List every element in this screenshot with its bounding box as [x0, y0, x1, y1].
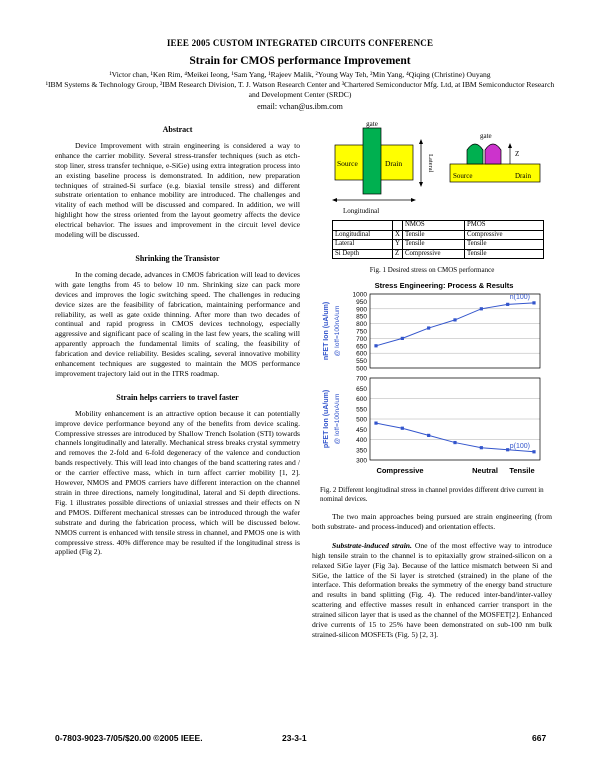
pfet-y-axis-label: pFET Ion (uA/um) — [323, 389, 330, 449]
nfet-data-point — [427, 326, 430, 329]
nfet-data-point — [401, 337, 404, 340]
pfet-y-tick-label: 300 — [356, 457, 367, 465]
contact-email: email: vchan@us.ibm.com — [257, 102, 343, 111]
x-category-label: Neutral — [472, 466, 498, 475]
table-header-pmos: PMOS — [465, 221, 544, 231]
abstract-text: Device Improvement with strain engineering is considered a way to enhance the carrier mobility. Several stress-transfer techniques (such as etch-stop liner, stress transfer technique, e-SiGe) using extra integration process into an existing baseline process is demonstrated. In addition, new preparation techniques of strained-Si surface (e.g. biaxial tensile stress) and different substrate orientation to enhance mobility are introduced. The challenges and vitality of each method will be discussed and compared. In addition, we will highlight how the stress oriented from the layout geometry affects the device electrical behavior. The issues and improvement in the circuit level device modeling will be discussed. — [55, 140, 300, 240]
nfet-y-tick-label: 550 — [356, 358, 367, 366]
fig1-lateral-label: Lateral — [427, 154, 434, 173]
chart-title: Stress Engineering: Process & Results — [374, 281, 514, 290]
longitudinal-arrow-head-right — [411, 198, 416, 202]
section-heading-shrinking: Shrinking the Transistor — [135, 253, 220, 263]
nfet-data-point — [532, 301, 535, 304]
abstract-heading: Abstract — [162, 125, 193, 134]
nfet-y-tick-label: 800 — [356, 321, 367, 329]
footer-paper-id: 23-3-1 — [282, 733, 307, 743]
pfet-y-tick-label: 650 — [356, 385, 367, 393]
nfet-series-label: n(100) — [509, 293, 530, 301]
section-text-strain: Mobility enhancement is an attractive option because it can potentially improve device performance beyond any of the benefits from device scaling. Compressive stresses are introduced by Shallow Trench Isolation (STI) towards channels longitudinally and laterally. Mechanical stress breaks crystal symmetry and removes the 2-fold and 6-fold degeneracy of the valence and conduction bands respectively. This will lead into changes of the band scattering rates and / or the carrier effective mass, which in turn affect carrier mobility [1, 2]. However, NMOS and PMOS carriers have different interaction on the channel strain in three directions, namely longitudinal, lateral and Si depth directions. Fig. 1 illustrates possible directions of uniaxial stresses and their effects on N and PMOS. Different mechanical stresses can be introduced through the wafer substrate and during the fabrication process, which will be discussed below. NMOS current is enhanced with tensile stress in channel, and PMOS one is with compressive stress. 40% difference may be resulted if the longitudinal stress is applied (Fig 2). — [55, 408, 300, 557]
lateral-arrow-head-bottom — [419, 182, 423, 187]
nfet-data-point — [453, 318, 456, 321]
author-list: ¹Victor chan, ¹Ken Rim, ⁴Meikei Ieong, ¹Sam Yang, ¹Rajeev Malik, ²Young Way Teh, ²Min Yang, ⁴Qiqing (Christine) Ouyang — [109, 70, 491, 79]
footer-copyright: 0-7803-9023-7/05/$20.00 ©2005 IEEE. — [55, 733, 203, 743]
nfet-data-point — [374, 344, 377, 347]
right-paragraph-2 — [312, 541, 552, 640]
fig1-gate-label-2: gate — [480, 132, 492, 140]
paper-title: Strain for CMOS performance Improvement — [189, 55, 411, 67]
fig1-source-label: Source — [337, 159, 358, 168]
footer-page-number: 667 — [532, 733, 547, 743]
longitudinal-arrow-head-left — [332, 198, 337, 202]
pfet-data-point — [427, 434, 430, 437]
nfet-y-tick-label: 1000 — [352, 291, 367, 299]
fig1-gate-fin-left — [467, 144, 483, 164]
fig1-longitudinal-label: Longitudinal — [343, 207, 380, 215]
table-cell: Tensile — [465, 249, 544, 259]
table-cell: Lateral — [333, 240, 393, 250]
table-header-cell — [393, 221, 403, 231]
x-category-label: Compressive — [376, 466, 424, 475]
table-cell: X — [393, 230, 403, 240]
pfet-y-tick-label: 500 — [356, 416, 367, 424]
pfet-y-tick-label: 550 — [356, 406, 367, 414]
conference-name: IEEE 2005 CUSTOM INTEGRATED CIRCUITS CONFERENCE — [166, 38, 434, 48]
fig2-caption: Fig. 2 Different longitudinal stress in channel provides different drive current in nominal devices. — [320, 486, 544, 503]
nfet-data-point — [506, 303, 509, 306]
fig1-drain-label: Drain — [385, 159, 403, 168]
fig2-chart — [312, 278, 552, 482]
fig1-z-label: Z — [515, 150, 520, 158]
table-row — [333, 221, 544, 231]
table-cell: Tensile — [403, 240, 465, 250]
pfet-y-tick-label: 350 — [356, 447, 367, 455]
table-row — [333, 240, 544, 250]
x-category-label: Tensile — [509, 466, 535, 475]
nfet-y-tick-label: 650 — [356, 343, 367, 351]
pfet-y-tick-label: 700 — [356, 375, 367, 383]
fig1-gate-fin-right — [485, 144, 501, 164]
author-block — [40, 70, 560, 100]
pfet-data-point — [401, 427, 404, 430]
substrate-strain-text: One of the most effective way to introduce high tensile strain to the channel is to epitaxially grow strained-silicon on a relaxed SiGe layer (Fig 3a). Because of the lattice mismatch between Si and SiGe, the lattice of the Si layer is stretched (strained) in the plane of the interface. This deformation breaks the symmetry of the energy band structure and results in band splitting (Fig. 4). The reduced inter-band/inter-valley scattering and effective masses result in enhanced carrier transport in the strained silicon layer that is used as the channel of the MOSFET[2]. Enhanced drive currents of 15 to 25% have been demonstrated on sub-100 nm bulk strained-silicon MOSFETs (Fig. 5) [2, 3]. — [312, 540, 552, 639]
nfet-data-point — [480, 307, 483, 310]
fig1-gate-planar — [363, 128, 381, 194]
fig1-drain-label-2: Drain — [515, 172, 531, 180]
nfet-y-axis-label: nFET Ion (uA/um) — [323, 301, 330, 361]
substrate-strain-lead: Substrate-induced strain. — [332, 540, 412, 550]
nfet-series-line — [376, 303, 534, 346]
lateral-arrow-head-top — [419, 139, 423, 144]
nfet-y-tick-label: 500 — [356, 365, 367, 373]
x-category-labels — [376, 466, 534, 475]
pfet-chart — [323, 376, 540, 465]
pfet-data-point — [374, 422, 377, 425]
nfet-y-tick-label: 600 — [356, 350, 367, 358]
table-cell: Y — [393, 240, 403, 250]
pfet-data-point — [453, 441, 456, 444]
table-header-cell — [333, 221, 393, 231]
fig1-stress-table — [332, 220, 544, 259]
table-cell: Si Depth — [333, 249, 393, 259]
table-header-nmos: NMOS — [403, 221, 465, 231]
pfet-y-tick-label: 400 — [356, 437, 367, 444]
pfet-data-point — [480, 446, 483, 449]
pfet-data-point — [532, 450, 535, 453]
fig1-gate-label: gate — [366, 120, 378, 128]
table-cell: Tensile — [465, 240, 544, 250]
pfet-y-axis-sublabel: @ Ioff=100nA/um — [334, 393, 341, 445]
section-text-shrinking: In the coming decade, advances in CMOS fabrication will lead to devices with gate lengths from 45 to below 10 nm. Shrinking size can pack more devices and improves the logic switching speed. The challenges in reducing device sizes are the feasibility of fabrication, maintaining performance and reliability, as well as gate oxide thinning. After more than two decades of continual and rapid progress in CMOS devices technology, especially aggressive and significant pace of scaling in the last few years, the scaling will apparently approach the fundamental limits of scaling, the feasibility of fabrication and device reliability. Besides scaling, several innovative mobility enhancement techniques are suggested to maintain the MOS performance improvement trajectory laid out in the ITRS roadmap. — [55, 269, 300, 378]
pfet-series-label: p(100) — [509, 442, 530, 450]
pfet-y-tick-label: 450 — [356, 426, 367, 434]
left-column — [55, 125, 300, 557]
fig1-caption: Fig. 1 Desired stress on CMOS performance — [369, 266, 495, 274]
fig1-diagram — [325, 120, 555, 220]
nfet-y-tick-label: 900 — [356, 306, 367, 314]
nfet-y-tick-label: 700 — [356, 335, 367, 343]
section-heading-strain: Strain helps carriers to travel faster — [116, 392, 239, 402]
pfet-y-tick-label: 600 — [356, 396, 367, 403]
nfet-y-tick-label: 750 — [356, 328, 367, 336]
nfet-y-tick-label: 850 — [356, 313, 367, 321]
table-cell: Z — [393, 249, 403, 259]
z-arrow-head — [508, 143, 512, 148]
table-row — [333, 230, 544, 240]
table-cell: Compressive — [403, 249, 465, 259]
right-column — [312, 512, 552, 640]
nfet-y-axis-sublabel: @ Ioff=100nA/um — [334, 305, 341, 357]
fig1-source-label-2: Source — [453, 172, 473, 180]
right-paragraph-1: The two main approaches being pursued are strain engineering (from both substrate- and process-induced) and orientation effects. — [312, 512, 552, 531]
nfet-y-tick-label: 950 — [356, 298, 367, 306]
table-cell: Longitudinal — [333, 230, 393, 240]
nfet-chart — [323, 292, 540, 373]
nfet-plot-frame — [370, 294, 540, 368]
table-row — [333, 249, 544, 259]
table-cell: Tensile — [403, 230, 465, 240]
table-cell: Compressive — [465, 230, 544, 240]
affiliations: ¹IBM Systems & Technology Group, ²IBM Research Division, T. J. Watson Research Center and ³Chartered Semiconductor Mfg. Ltd, at IBM Semiconductor Research and Development Center (SRDC) — [45, 80, 555, 99]
